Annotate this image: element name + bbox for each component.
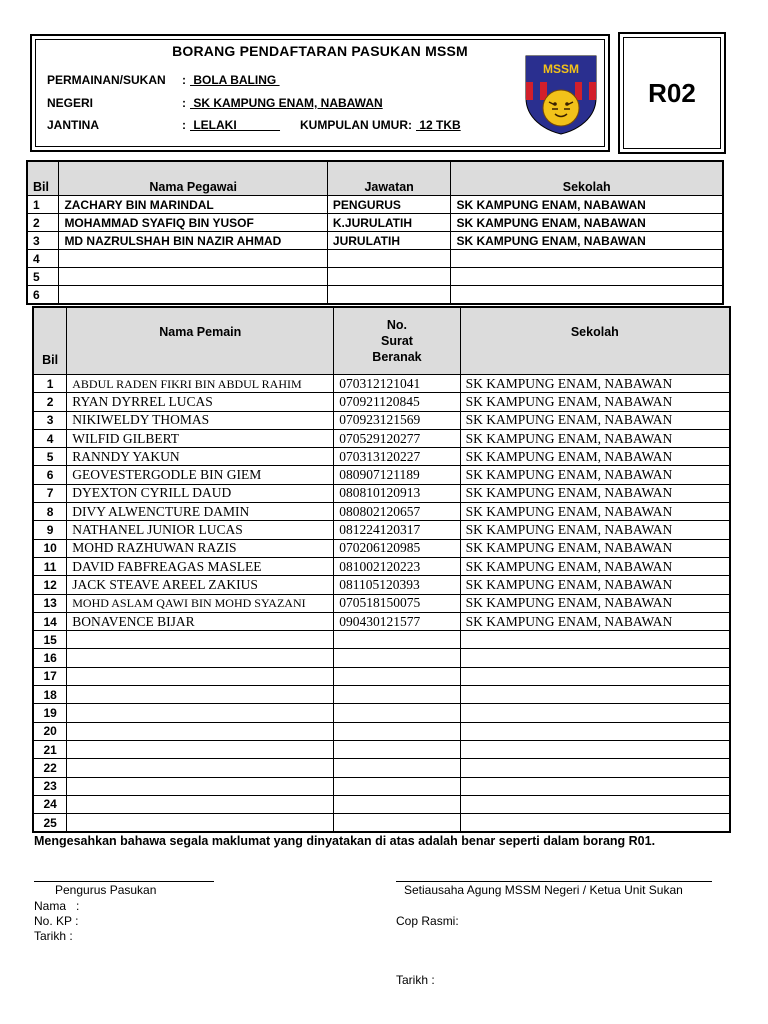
official-school — [451, 286, 723, 305]
player-row — [33, 393, 730, 411]
player-birth-cert — [334, 722, 460, 740]
official-name — [59, 250, 327, 268]
form-code: R02 — [623, 37, 721, 149]
player-name — [67, 759, 334, 777]
player-no: 18 — [33, 686, 67, 704]
player-school — [460, 777, 730, 795]
official-name — [59, 286, 327, 305]
player-birth-cert — [334, 740, 460, 758]
player-school — [460, 795, 730, 813]
official-no: 5 — [27, 268, 59, 286]
player-birth-cert: 070206120985 — [334, 539, 460, 557]
player-birth-cert — [334, 649, 460, 667]
player-name — [67, 795, 334, 813]
player-no: 15 — [33, 631, 67, 649]
official-school: SK KAMPUNG ENAM, NABAWAN — [451, 196, 723, 214]
player-name: NIKIWELDY THOMAS — [67, 411, 334, 429]
player-school — [460, 722, 730, 740]
confirmation-statement: Mengesahkan bahawa segala maklumat yang dinyatakan di atas adalah benar seperti dalam borang R01. — [34, 834, 656, 848]
player-school: SK KAMPUNG ENAM, NABAWAN — [460, 557, 730, 575]
player-birth-cert — [334, 704, 460, 722]
player-birth-cert: 070923121569 — [334, 411, 460, 429]
official-no: 1 — [27, 196, 59, 214]
official-row — [27, 214, 723, 232]
player-school: SK KAMPUNG ENAM, NABAWAN — [460, 375, 730, 393]
player-no: 11 — [33, 557, 67, 575]
player-row — [33, 521, 730, 539]
ic-label: No. KP : — [34, 914, 79, 928]
player-school — [460, 667, 730, 685]
player-birth-cert: 081002120223 — [334, 557, 460, 575]
player-school: SK KAMPUNG ENAM, NABAWAN — [460, 576, 730, 594]
player-no: 24 — [33, 795, 67, 813]
player-name: DAVID FABFREAGAS MASLEE — [67, 557, 334, 575]
player-row — [33, 612, 730, 630]
player-name: MOHD RAZHUWAN RAZIS — [67, 539, 334, 557]
gender-separator: : — [182, 118, 186, 132]
player-no: 3 — [33, 411, 67, 429]
mssm-logo — [522, 52, 600, 136]
player-school: SK KAMPUNG ENAM, NABAWAN — [460, 612, 730, 630]
official-row — [27, 286, 723, 305]
official-no: 4 — [27, 250, 59, 268]
player-birth-cert: 070518150075 — [334, 594, 460, 612]
player-name — [67, 740, 334, 758]
sport-value: BOLA BALING — [190, 73, 280, 87]
name-label: Nama : — [34, 899, 80, 913]
player-row — [33, 631, 730, 649]
player-birth-cert: 070921120845 — [334, 393, 460, 411]
player-name: ABDUL RADEN FIKRI BIN ABDUL RAHIM — [67, 375, 334, 393]
player-birth-cert: 070529120277 — [334, 429, 460, 447]
sport-separator: : — [182, 73, 186, 87]
player-no: 17 — [33, 667, 67, 685]
player-row — [33, 594, 730, 612]
player-birth-cert: 081105120393 — [334, 576, 460, 594]
player-row — [33, 704, 730, 722]
player-school: SK KAMPUNG ENAM, NABAWAN — [460, 448, 730, 466]
state-separator: : — [182, 96, 186, 110]
player-no: 10 — [33, 539, 67, 557]
logo-text: MSSM — [543, 62, 579, 76]
player-name: GEOVESTERGODLE BIN GIEM — [67, 466, 334, 484]
player-birth-cert: 090430121577 — [334, 612, 460, 630]
player-row — [33, 503, 730, 521]
player-school — [460, 740, 730, 758]
player-no: 12 — [33, 576, 67, 594]
player-birth-cert — [334, 667, 460, 685]
sport-label: PERMAINAN/SUKAN — [47, 73, 166, 87]
player-row — [33, 740, 730, 758]
player-birth-cert — [334, 686, 460, 704]
player-name — [67, 649, 334, 667]
player-birth-cert: 080802120657 — [334, 503, 460, 521]
official-no: 6 — [27, 286, 59, 305]
player-no: 1 — [33, 375, 67, 393]
player-name: MOHD ASLAM QAWI BIN MOHD SYAZANI — [67, 594, 334, 612]
player-no: 22 — [33, 759, 67, 777]
col-header-player-name: Nama Pemain — [67, 307, 334, 375]
player-row — [33, 429, 730, 447]
age-group-value: 12 TKB — [416, 118, 461, 132]
player-name — [67, 704, 334, 722]
player-no: 20 — [33, 722, 67, 740]
player-birth-cert: 080810120913 — [334, 484, 460, 502]
player-row — [33, 466, 730, 484]
official-school: SK KAMPUNG ENAM, NABAWAN — [451, 214, 723, 232]
col-header-position: Jawatan — [327, 161, 451, 196]
signature-line-right — [396, 881, 712, 882]
player-name — [67, 777, 334, 795]
official-position: K.JURULATIH — [327, 214, 451, 232]
player-no: 13 — [33, 594, 67, 612]
official-position: JURULATIH — [327, 232, 451, 250]
player-row — [33, 814, 730, 833]
player-name: RYAN DYRREL LUCAS — [67, 393, 334, 411]
col-header-bil: Bil — [33, 307, 67, 375]
player-name: BONAVENCE BIJAR — [67, 612, 334, 630]
signature-line-left — [34, 881, 214, 882]
official-name — [59, 268, 327, 286]
player-birth-cert: 081224120317 — [334, 521, 460, 539]
age-group-label: KUMPULAN UMUR: — [300, 118, 412, 132]
player-row — [33, 777, 730, 795]
player-no: 23 — [33, 777, 67, 795]
player-school: SK KAMPUNG ENAM, NABAWAN — [460, 411, 730, 429]
player-row — [33, 649, 730, 667]
official-row — [27, 232, 723, 250]
official-row — [27, 250, 723, 268]
player-name: WILFID GILBERT — [67, 429, 334, 447]
official-position: PENGURUS — [327, 196, 451, 214]
player-name: RANNDY YAKUN — [67, 448, 334, 466]
player-school: SK KAMPUNG ENAM, NABAWAN — [460, 393, 730, 411]
player-school — [460, 759, 730, 777]
player-row — [33, 539, 730, 557]
player-school — [460, 814, 730, 833]
player-birth-cert — [334, 759, 460, 777]
player-birth-cert: 080907121189 — [334, 466, 460, 484]
player-school — [460, 704, 730, 722]
player-no: 25 — [33, 814, 67, 833]
player-no: 5 — [33, 448, 67, 466]
player-school: SK KAMPUNG ENAM, NABAWAN — [460, 503, 730, 521]
player-school: SK KAMPUNG ENAM, NABAWAN — [460, 539, 730, 557]
player-no: 6 — [33, 466, 67, 484]
player-no: 16 — [33, 649, 67, 667]
player-row — [33, 667, 730, 685]
player-name — [67, 631, 334, 649]
player-row — [33, 448, 730, 466]
player-row — [33, 576, 730, 594]
player-school: SK KAMPUNG ENAM, NABAWAN — [460, 521, 730, 539]
player-name: DYEXTON CYRILL DAUD — [67, 484, 334, 502]
player-birth-cert — [334, 777, 460, 795]
players-header-row — [33, 307, 730, 375]
gender-label: JANTINA — [47, 118, 100, 132]
player-row — [33, 557, 730, 575]
player-no: 19 — [33, 704, 67, 722]
player-school — [460, 649, 730, 667]
player-row — [33, 686, 730, 704]
official-name: MOHAMMAD SYAFIQ BIN YUSOF — [59, 214, 327, 232]
state-value: SK KAMPUNG ENAM, NABAWAN — [190, 96, 383, 110]
player-school: SK KAMPUNG ENAM, NABAWAN — [460, 484, 730, 502]
col-header-school: Sekolah — [451, 161, 723, 196]
date-label-left: Tarikh : — [34, 929, 73, 943]
official-school — [451, 250, 723, 268]
player-name — [67, 686, 334, 704]
player-school: SK KAMPUNG ENAM, NABAWAN — [460, 429, 730, 447]
date-label-right: Tarikh : — [396, 973, 435, 987]
player-birth-cert — [334, 795, 460, 813]
player-name — [67, 722, 334, 740]
player-birth-cert — [334, 814, 460, 833]
col-header-bil: Bil — [27, 161, 59, 196]
player-birth-cert: 070312121041 — [334, 375, 460, 393]
player-no: 14 — [33, 612, 67, 630]
player-name — [67, 814, 334, 833]
official-position — [327, 286, 451, 305]
player-no: 8 — [33, 503, 67, 521]
player-no: 4 — [33, 429, 67, 447]
official-no: 3 — [27, 232, 59, 250]
players-table — [32, 306, 731, 833]
official-school — [451, 268, 723, 286]
player-school — [460, 631, 730, 649]
right-signatory-title: Setiausaha Agung MSSM Negeri / Ketua Unit Sukan — [404, 883, 683, 897]
player-no: 21 — [33, 740, 67, 758]
official-row — [27, 196, 723, 214]
player-school — [460, 686, 730, 704]
player-no: 9 — [33, 521, 67, 539]
official-position — [327, 250, 451, 268]
gender-value: LELAKI — [190, 118, 281, 132]
player-birth-cert — [334, 631, 460, 649]
left-signatory-title: Pengurus Pasukan — [55, 883, 157, 897]
player-name: NATHANEL JUNIOR LUCAS — [67, 521, 334, 539]
officials-table — [26, 160, 724, 305]
official-name: ZACHARY BIN MARINDAL — [59, 196, 327, 214]
officials-header-row — [27, 161, 723, 196]
player-row — [33, 484, 730, 502]
official-name: MD NAZRULSHAH BIN NAZIR AHMAD — [59, 232, 327, 250]
player-row — [33, 411, 730, 429]
official-no: 2 — [27, 214, 59, 232]
player-row — [33, 375, 730, 393]
state-label: NEGERI — [47, 96, 94, 110]
player-school: SK KAMPUNG ENAM, NABAWAN — [460, 466, 730, 484]
col-header-officer-name: Nama Pegawai — [59, 161, 327, 196]
col-header-school: Sekolah — [460, 307, 730, 375]
player-name: JACK STEAVE AREEL ZAKIUS — [67, 576, 334, 594]
player-row — [33, 759, 730, 777]
player-no: 2 — [33, 393, 67, 411]
player-row — [33, 795, 730, 813]
official-row — [27, 268, 723, 286]
col-header-birth-cert: No. Surat Beranak — [334, 307, 460, 375]
stamp-label: Cop Rasmi: — [396, 914, 459, 928]
player-name: DIVY ALWENCTURE DAMIN — [67, 503, 334, 521]
player-name — [67, 667, 334, 685]
player-school: SK KAMPUNG ENAM, NABAWAN — [460, 594, 730, 612]
official-position — [327, 268, 451, 286]
player-no: 7 — [33, 484, 67, 502]
player-birth-cert: 070313120227 — [334, 448, 460, 466]
player-row — [33, 722, 730, 740]
form-title: BORANG PENDAFTARAN PASUKAN MSSM — [172, 43, 468, 59]
mssm-shield-icon — [522, 52, 600, 136]
official-school: SK KAMPUNG ENAM, NABAWAN — [451, 232, 723, 250]
